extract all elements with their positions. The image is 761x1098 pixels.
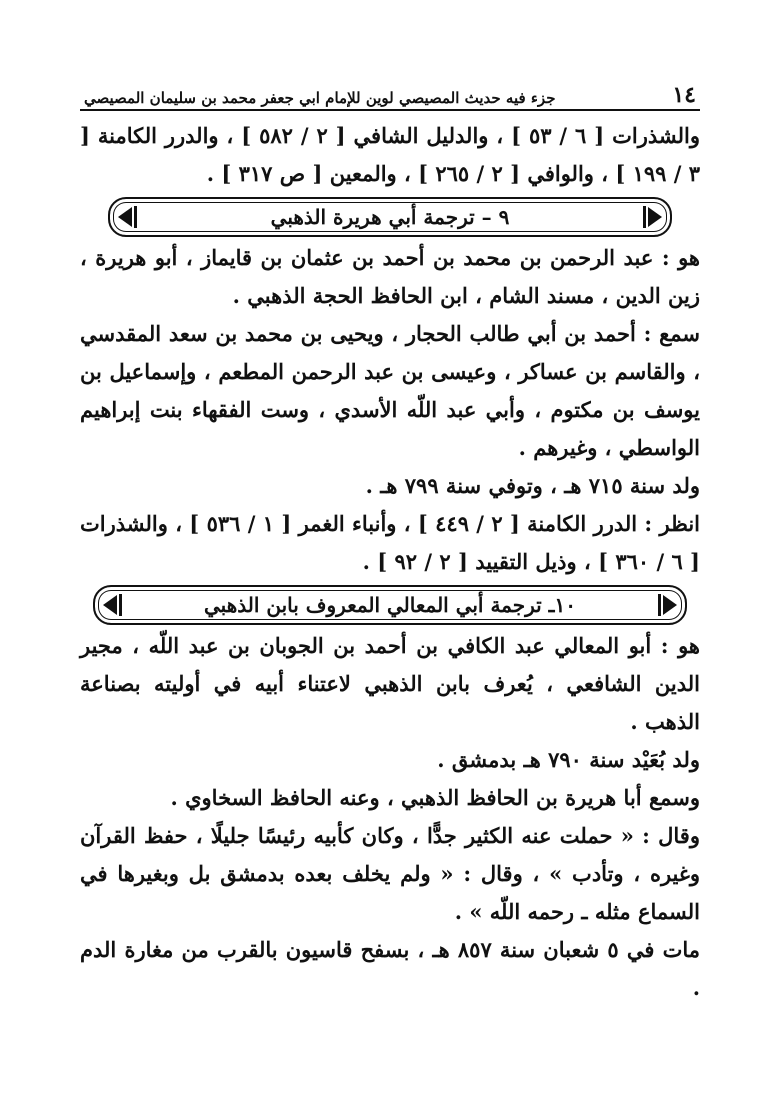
section-10-death: مات في ٥ شعبان سنة ٨٥٧ هـ ، بسفح قاسيون بالقرب من مغارة الدم . — [80, 937, 700, 1000]
page-header — [80, 78, 700, 111]
section-9-heading-frame — [80, 197, 700, 237]
ornament-bar-icon — [658, 594, 661, 616]
section-10-heading-frame — [80, 585, 700, 625]
section-10-quote: وقال : « حملت عنه الكثير جدًّا ، وكان كأبيه رئيسًا جليلًا ، حفظ القرآن وغيره ، وتأدب » ، وقال : « ولم يخلف بعده بدمشق بل وبغيرها في السماع مثله ـ رحمه اللّه » . — [80, 823, 700, 924]
section-10-heading: ١٠ـ ترجمة أبي المعالي المعروف بابن الذهبي — [203, 593, 577, 617]
section-9-identity: هو : عبد الرحمن بن محمد بن أحمد بن عثمان بن قايماز ، أبو هريرة ، زين الدين ، مسند الشام ، ابن الحافظ الحجة الذهبي . — [80, 245, 700, 308]
section-9-heading: ٩ – ترجمة أبي هريرة الذهبي — [270, 205, 510, 229]
ornament-bar-icon — [643, 206, 646, 228]
ornament-arrow-left-icon — [118, 207, 132, 227]
ornament-arrow-right-icon — [648, 207, 662, 227]
ornament-arrow-left-icon — [103, 595, 117, 615]
section-10-teachers: وسمع أبا هريرة بن الحافظ الذهبي ، وعنه الحافظ السخاوي . — [170, 785, 700, 810]
ornament-bar-icon — [134, 206, 137, 228]
section-9-sources: انظر : الدرر الكامنة [ ٢ / ٤٤٩ ] ، وأنباء الغمر [ ١ / ٥٣٦ ] ، والشذرات [ ٦ / ٣٦٠ ] ، وذيل التقييد [ ٢ / ٩٢ ] . — [80, 511, 701, 574]
ornament-bar-icon — [119, 594, 122, 616]
running-title: جزء فيه حديث المصيصي لوين للإمام ابي جعفر محمد بن سليمان المصيصي — [84, 89, 556, 107]
section-heading-ornament — [108, 197, 672, 237]
section-9-teachers: سمع : أحمد بن أبي طالب الحجار ، ويحيى بن محمد بن سعد المقدسي ، والقاسم بن عساكر ، وعيسى بن عبد الرحمن المطعم ، وإسماعيل بن يوسف بن مكتوم ، وأبي عبد اللّه الأسدي ، وست الفقهاء بنت إبراهيم الواسطي ، وغيرهم . — [80, 321, 700, 460]
section-heading-ornament — [93, 585, 687, 625]
intro-references: والشذرات [ ٦ / ٥٣ ] ، والدليل الشافي [ ٢ / ٥٨٢ ] ، والدرر الكامنة [ ٣ / ١٩٩ ] ، والوافي [ ٢ / ٢٦٥ ] ، والمعين [ ص ٣١٧ ] . — [80, 123, 701, 186]
page-number: ١٤ — [672, 82, 696, 108]
ornament-arrow-right-icon — [663, 595, 677, 615]
section-10-identity: هو : أبو المعالي عبد الكافي بن أحمد بن الجوبان بن عبد اللّه ، مجير الدين الشافعي ، يُعرف بابن الذهبي لاعتناء أبيه في أوليته بصناعة الذهب . — [80, 633, 700, 734]
section-9-dates: ولد سنة ٧١٥ هـ ، وتوفي سنة ٧٩٩ هـ . — [365, 473, 700, 498]
section-10-birth: ولد بُعَيْد سنة ٧٩٠ هـ بدمشق . — [437, 747, 700, 772]
book-page — [80, 78, 700, 1007]
